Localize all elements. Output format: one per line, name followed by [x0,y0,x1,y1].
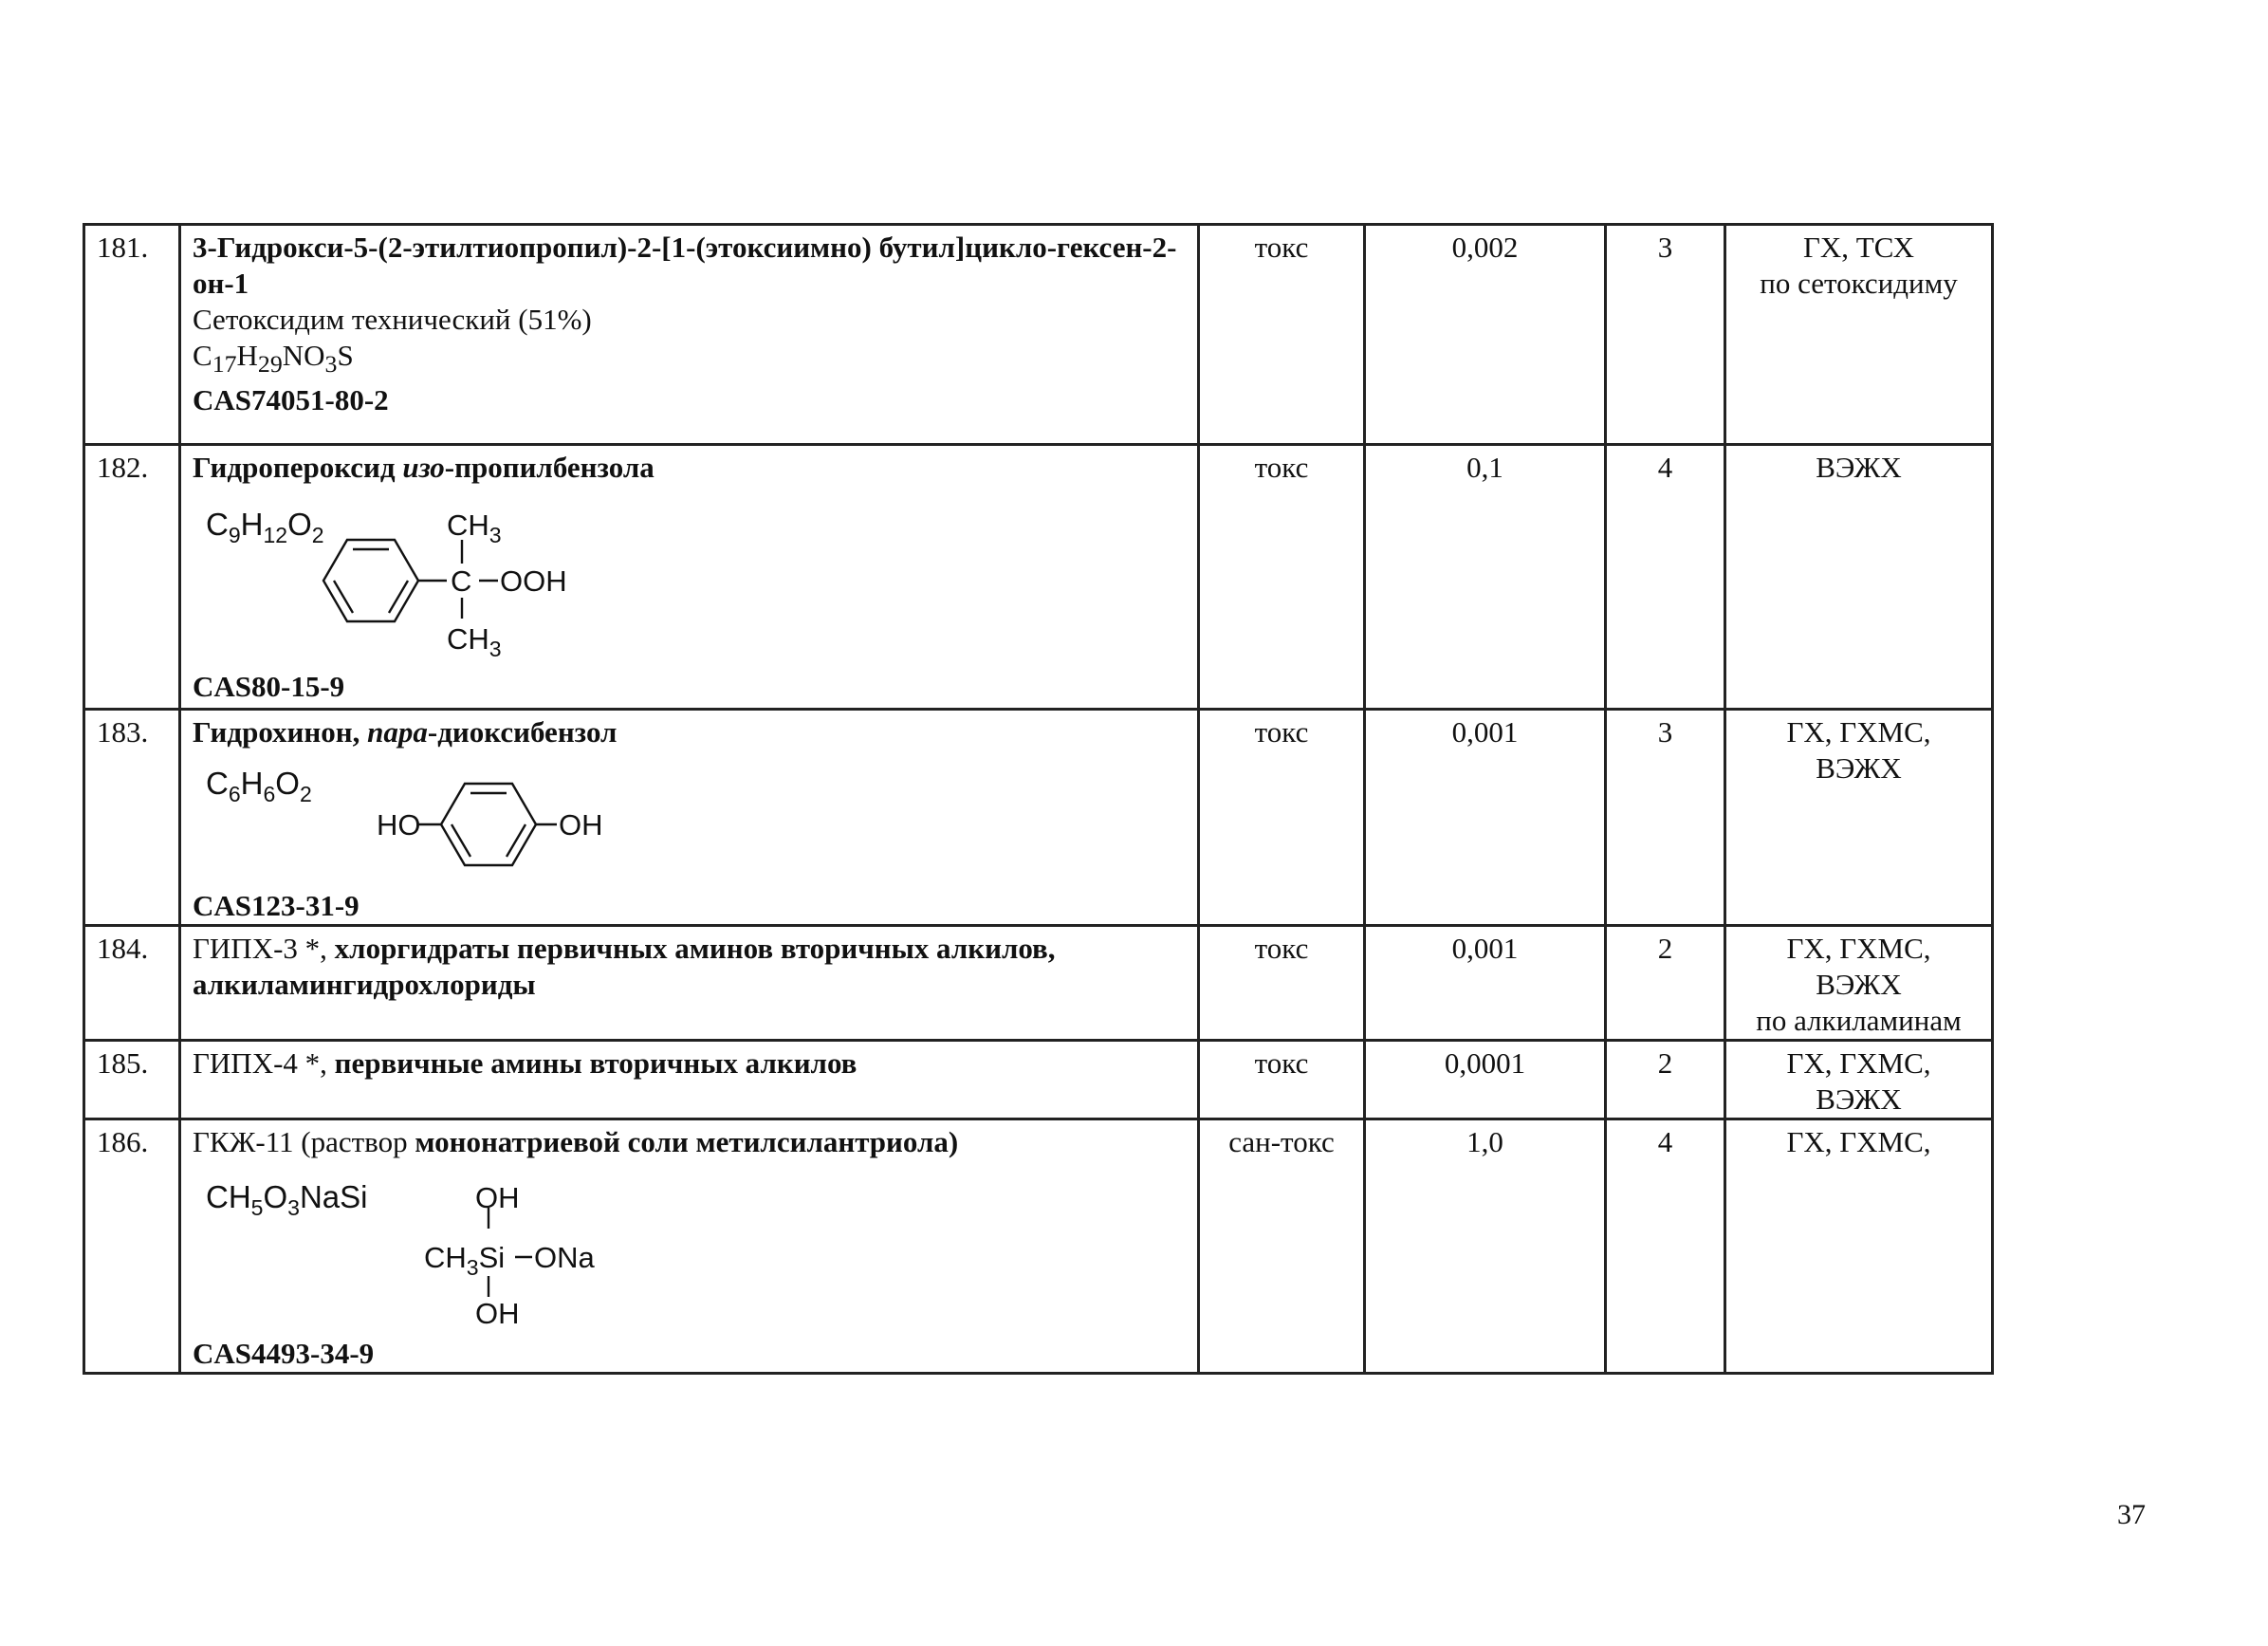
row-number: 182. [84,445,180,710]
substance-cell [180,710,1199,926]
structural-formula [193,486,724,666]
svg-text:CH3: $CH_3$ [447,622,502,661]
chemical-formula: $C_{17}H_{29}NO_3S$ [193,339,354,379]
benzene-ring [323,540,498,621]
svg-text:OOH: OOH [500,564,567,598]
hazard-class: 2 [1606,1041,1725,1119]
row-number: 183. [84,710,180,926]
hazard-class: 3 [1606,710,1725,926]
limit-value: 0,1 [1365,445,1606,710]
benzene-ring [417,784,557,865]
substance-name: Гидропероксид изо-пропилбензола [193,451,655,484]
hazard-type: токс [1199,710,1365,926]
page-number: 37 [2117,1499,2146,1530]
analysis-method: ВЭЖХ [1725,445,1993,710]
row-number: 184. [84,926,180,1041]
limit-value: 0,001 [1365,710,1606,926]
analysis-method: ГХ, ГХМС, [1725,1119,1993,1374]
row-number: 185. [84,1041,180,1119]
substance-cell [180,1119,1199,1374]
cas-number: CAS4493-34-9 [193,1337,375,1370]
substance-name: Гидрохинон, пара-диоксибензол [193,715,618,749]
hazard-class: 4 [1606,445,1725,710]
substance-cell [180,225,1199,445]
table-row [84,710,1993,926]
svg-text:OH: OH [475,1181,520,1214]
substance-name: ГКЖ-11 (раствор мононатриевой соли метилсилантриола) [193,1125,959,1158]
hazard-type: сан-токс [1199,1119,1365,1374]
cas-number: CAS80-15-9 [193,670,345,703]
table-row [84,445,1993,710]
chemical-formula: $CH_5O_3NaSi$ [206,1179,368,1220]
substances-table [83,223,1994,1375]
cas-number: CAS74051-80-2 [193,383,389,417]
table-row [84,1119,1993,1374]
svg-text:OH: OH [559,808,603,841]
substance-name: ГИПХ-3 *, хлоргидраты первичных аминов вторичных алкилов, алкиламингидрохлориды [193,932,1056,1001]
svg-text:ONa: ONa [534,1241,595,1274]
hazard-type: токс [1199,1041,1365,1119]
row-number: 181. [84,225,180,445]
svg-text:C: C [451,564,472,598]
analysis-method: ГХ, ГХМС, ВЭЖХ по алкиламинам [1725,926,1993,1041]
limit-value: 0,001 [1365,926,1606,1041]
limit-value: 0,002 [1365,225,1606,445]
chemical-formula: $C_6H_6O_2$ [206,766,312,806]
substance-cell [180,926,1199,1041]
svg-text:OH: OH [475,1297,520,1327]
table-row [84,1041,1993,1119]
hazard-type: токс [1199,445,1365,710]
hazard-class: 3 [1606,225,1725,445]
cas-number: CAS123-31-9 [193,889,360,922]
svg-text:CH3Si: $CH_3Si$ [424,1241,506,1280]
table-row [84,926,1993,1041]
substance-name: 3-Гидрокси-5-(2-этилтиопропил)-2-[1-(этоксиимно) бутил]цикло-гексен-2-он-1 [193,231,1177,300]
svg-text:CH3: $CH_3$ [447,509,502,547]
hazard-type: токс [1199,225,1365,445]
table-row [84,225,1993,445]
limit-value: 1,0 [1365,1119,1606,1374]
chemical-formula: $C_9H_{12}O_2$ [206,507,324,547]
hazard-class: 2 [1606,926,1725,1041]
structural-formula [193,1160,724,1327]
analysis-method: ГХ, ТСХ по сетоксидиму [1725,225,1993,445]
analysis-method: ГХ, ГХМС, ВЭЖХ [1725,1041,1993,1119]
substance-name: ГИПХ-4 *, первичные амины вторичных алкилов [193,1046,857,1080]
substance-cell [180,445,1199,710]
hazard-type: токс [1199,926,1365,1041]
row-number: 186. [84,1119,180,1374]
structural-formula [193,750,724,876]
substance-trade-name: Сетоксидим технический (51%) [193,303,592,336]
svg-text:HO: HO [377,808,421,841]
hazard-class: 4 [1606,1119,1725,1374]
analysis-method: ГХ, ГХМС, ВЭЖХ [1725,710,1993,926]
limit-value: 0,0001 [1365,1041,1606,1119]
substance-cell [180,1041,1199,1119]
